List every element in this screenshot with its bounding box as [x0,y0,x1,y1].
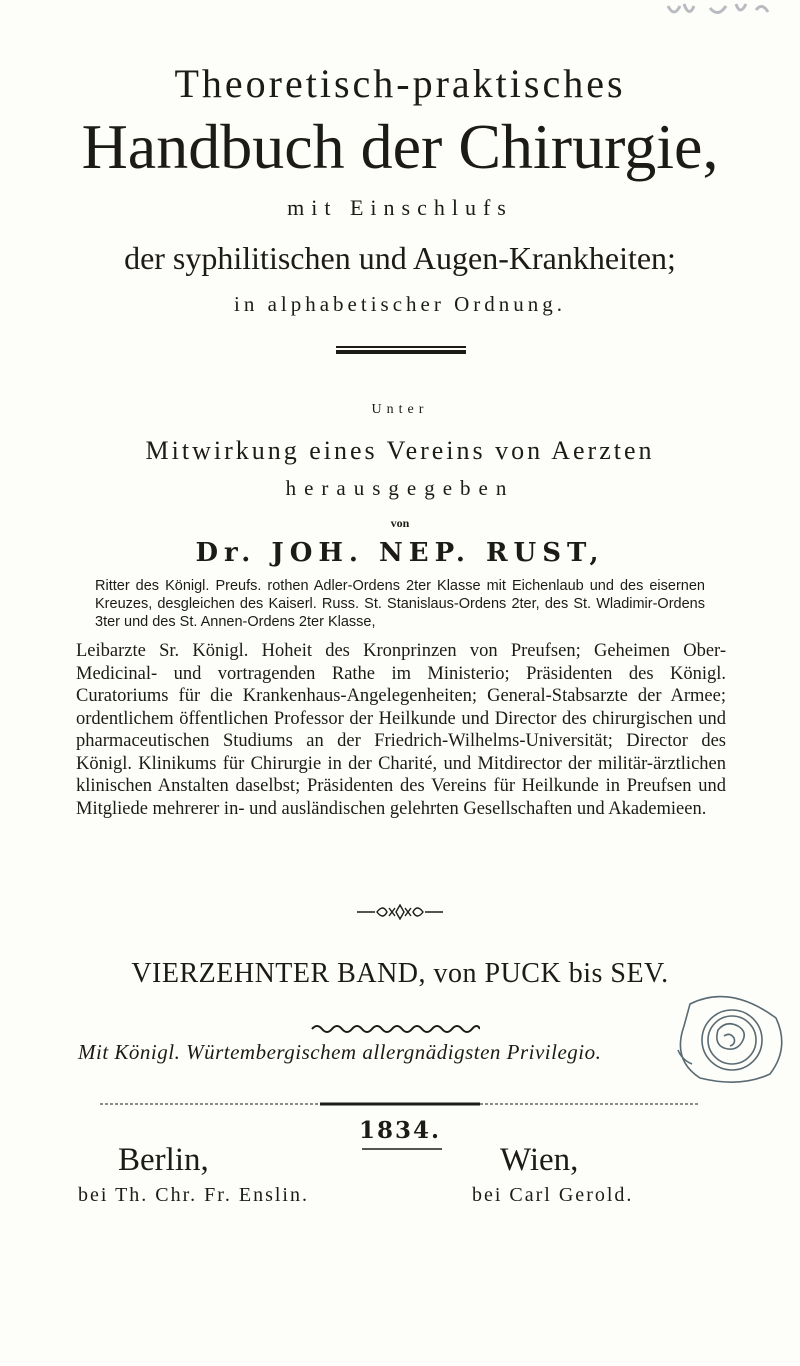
imprint-publisher-berlin: bei Th. Chr. Fr. Enslin. [78,1184,309,1206]
subtitle-line-3: in alphabetischer Ordnung. [233,292,567,316]
library-stamp-icon [670,990,790,1086]
imprint-rule-divider [100,1102,700,1106]
subtitle-line-2: der syphilitischen und Augen-Krankheiten; [124,240,676,276]
imprint-city-berlin: Berlin, [118,1142,209,1178]
privilege-line: Mit Königl. Würtembergischem allergnädigsten Privilegio. [78,1040,602,1064]
year-underline [362,1148,442,1150]
imprint-city-wien: Wien, [500,1142,579,1178]
title-line-2: Handbuch der Chirurgie, [81,111,719,182]
publication-year: 1834. [358,1117,442,1144]
bleed-through-marks [660,0,780,26]
wavy-rule-divider [310,1022,480,1036]
imprint-publisher-wien: bei Carl Gerold. [472,1184,634,1206]
editor-von: von [390,516,410,530]
editor-herausgegeben: herausgegeben [285,476,515,500]
double-rule-divider [336,346,466,356]
editor-mitwirkung: Mitwirkung eines Vereins von Aerzten [145,436,655,465]
author-name: Dr. JOH. NEP. RUST, [195,538,605,568]
editor-unter: Unter [371,402,429,417]
volume-title: VIERZEHNTER BAND, von PUCK bis SEV. [131,958,669,989]
ornament-divider-icon [355,902,445,922]
author-honors-orders: Ritter des Königl. Preufs. rothen Adler-Ordens 2ter Klasse mit Eichenlaub und des eisernen Kreuzes, desgleichen des Kaiserl. Russ. St. Stanislaus-Ordens 2ter, des St. Wladimir-Ordens 3ter und des St. Annen-Ordens 2ter Klasse, [95,578,705,630]
author-honors-titles: Leibarzte Sr. Königl. Hoheit des Kronprinzen von Preufsen; Geheimen Ober-Medicinal- und vortragenden Rathe im Ministerio; Präsidenten des Königl. Curatoriums für die Krankenhaus-Angelegenheiten; General-Stabsarzte der Armee; ordentlichem öffentlichen Professor der Heilkunde und Director des chirurgischen und pharmaceutischen Studiums an der Friedrich-Wilhelms-Universität; Director des Königl. Klinikums für Chirurgie in der Charité, und Mitdirector der militär-ärztlichen klinischen Anstalten daselbst; Präsidenten des Vereins für Heilkunde in Preufsen und Mitgliede mehrerer in- und ausländischen gelehrten Gesellschaften und Akademieen. [76,641,726,819]
title-line-1: Theoretisch-praktisches [174,61,626,106]
subtitle-line-1: mit Einschlufs [287,195,513,220]
